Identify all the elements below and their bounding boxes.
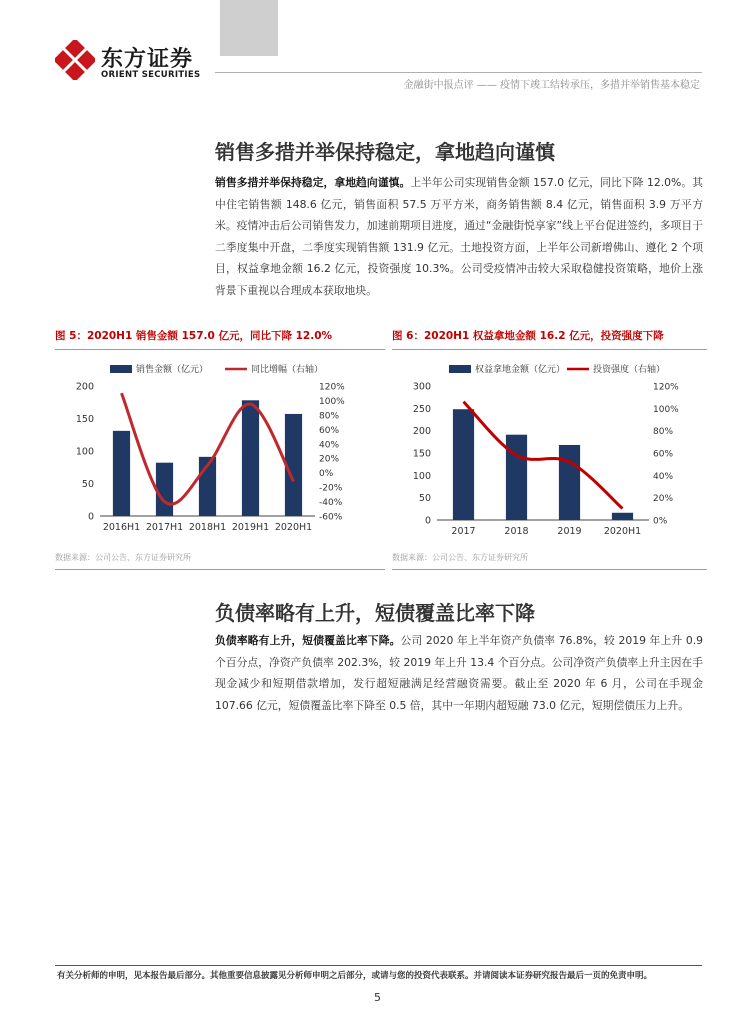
y-tick-label: 0 bbox=[424, 515, 431, 527]
y2-tick-label: -60% bbox=[319, 512, 343, 523]
bar bbox=[612, 513, 633, 520]
figure-6-source: 数据来源：公司公告、东方证券研究所 bbox=[392, 552, 707, 570]
y-tick-label: 250 bbox=[412, 403, 431, 415]
y-tick-label: 150 bbox=[412, 448, 431, 460]
x-tick-label: 2017H1 bbox=[145, 522, 184, 533]
figure-5-title: 图 5：2020H1 销售金额 157.0 亿元，同比下降 12.0% bbox=[55, 328, 385, 350]
bar bbox=[559, 445, 580, 520]
y2-tick-label: 80% bbox=[319, 411, 340, 422]
y-tick-label: 50 bbox=[418, 493, 431, 505]
figure-6 bbox=[392, 328, 707, 562]
x-tick-label: 2020H1 bbox=[274, 522, 313, 533]
y2-tick-label: 120% bbox=[319, 382, 345, 393]
report-title: 金融街中报点评 —— 疫情下竣工结转承压，多措并举销售基本稳定 bbox=[403, 80, 700, 91]
x-tick-label: 2019 bbox=[557, 526, 582, 537]
legend-line-label: 投资强度（右轴） bbox=[593, 365, 666, 375]
company-logo bbox=[55, 40, 215, 84]
logo-english-name: ORIENT SECURITIES bbox=[101, 70, 201, 80]
paragraph-body-sales: 上半年公司实现销售金额 157.0 亿元，同比下降 12.0%。其中住宅销售额 148.6 亿元，销售面积 57.5 万平方米，商务销售额 8.4 亿元，销售面积 3.9 万平方米。疫情冲击后公司销售发力，加速前期项目进度，通过“金融街悦享家”线上平台促进签约，多项目于二季度集中开盘，二季度实现销售额 131.9 亿元。土地投资方面，上半年公司新增佛山、遵化 2 个项目，权益拿地金额 16.2 亿元，投资强度 10.3%。公司受疫情冲击较大采取稳健投资策略，地价上涨背景下重视以合理成本获取地块。 bbox=[215, 176, 703, 297]
bar bbox=[156, 463, 173, 516]
y-tick-label: 50 bbox=[81, 479, 94, 490]
sales-chart bbox=[55, 356, 385, 551]
x-tick-label: 2018 bbox=[504, 526, 529, 537]
x-tick-label: 2018H1 bbox=[188, 522, 227, 533]
orient-logo-icon bbox=[55, 40, 95, 80]
y-tick-label: 150 bbox=[75, 414, 94, 425]
y2-tick-label: 100% bbox=[653, 404, 679, 415]
bar bbox=[113, 431, 130, 516]
y-tick-label: 100 bbox=[75, 446, 94, 458]
x-tick-label: 2016H1 bbox=[102, 522, 141, 533]
y-tick-label: 100 bbox=[412, 470, 431, 482]
y2-tick-label: 40% bbox=[319, 440, 340, 451]
x-tick-label: 2020H1 bbox=[603, 526, 642, 537]
paragraph-lead-sales: 销售多措并举保持稳定，拿地趋向谨慎。 bbox=[215, 176, 411, 189]
bar bbox=[506, 435, 527, 520]
x-tick-label: 2019H1 bbox=[231, 522, 270, 533]
figure-5 bbox=[55, 328, 385, 562]
page-number: 5 bbox=[374, 991, 381, 1004]
y2-tick-label: 120% bbox=[653, 382, 679, 393]
y2-tick-label: 60% bbox=[653, 449, 674, 460]
legend-line-label: 同比增幅（右轴） bbox=[251, 365, 324, 375]
paragraph-lead-debt: 负债率略有上升，短债覆盖比率下降。 bbox=[215, 634, 401, 647]
legend-bar-swatch bbox=[449, 365, 471, 373]
y-tick-label: 300 bbox=[412, 381, 431, 393]
footer-divider bbox=[55, 965, 702, 966]
legend-bar-swatch bbox=[110, 365, 132, 373]
y-tick-label: 0 bbox=[87, 511, 94, 523]
y2-tick-label: -20% bbox=[319, 483, 343, 494]
y2-tick-label: 60% bbox=[319, 425, 340, 436]
paragraph-body-debt: 公司 2020 年上半年资产负债率 76.8%，较 2019 年上升 0.9 个百分点，净资产负债率 202.3%，较 2019 年上升 13.4 个百分点。公司净资产负债率上升主因在手现金减少和短期借款增加，发行超短融满足经营融资需要。截止至 2020 年 6 月，公司在手现金 107.66 亿元，短债覆盖比率下降至 0.5 倍，其中一年期内超短融 73.0 亿元，短期偿债压力上升。 bbox=[215, 634, 704, 712]
section-paragraph-debt bbox=[215, 630, 703, 716]
y2-tick-label: 0% bbox=[319, 469, 334, 480]
y2-tick-label: 0% bbox=[653, 516, 668, 527]
section-paragraph-sales bbox=[215, 172, 703, 301]
section-title-debt: 负债率略有上升，短债覆盖比率下降 bbox=[215, 601, 535, 625]
y2-tick-label: 20% bbox=[319, 454, 340, 465]
section-title-sales: 销售多措并举保持稳定，拿地趋向谨慎 bbox=[215, 140, 555, 164]
legend-bar-label: 销售金额（亿元） bbox=[136, 365, 209, 375]
y2-tick-label: 20% bbox=[653, 494, 674, 505]
figure-5-source: 数据来源：公司公告、东方证券研究所 bbox=[55, 552, 385, 570]
y2-tick-label: 80% bbox=[653, 427, 674, 438]
series-line bbox=[464, 402, 623, 509]
figure-6-title: 图 6：2020H1 权益拿地金额 16.2 亿元，投资强度下降 bbox=[392, 328, 707, 350]
y-tick-label: 200 bbox=[412, 426, 431, 438]
logo-chinese-name: 东方证券 bbox=[101, 47, 194, 72]
bar bbox=[453, 409, 474, 520]
y2-tick-label: -40% bbox=[319, 498, 343, 509]
x-tick-label: 2017 bbox=[451, 526, 476, 537]
y2-tick-label: 100% bbox=[319, 396, 345, 407]
legend-bar-label: 权益拿地金额（亿元） bbox=[475, 365, 566, 375]
y-tick-label: 200 bbox=[75, 381, 94, 393]
header-divider bbox=[215, 72, 702, 73]
y2-tick-label: 40% bbox=[653, 471, 674, 482]
footer-disclaimer: 有关分析师的申明，见本报告最后部分。其他重要信息披露见分析师申明之后部分，或请与您的投资代表联系。并请阅读本证券研究报告最后一页的免责申明。 bbox=[57, 971, 653, 981]
bar bbox=[242, 400, 259, 516]
header-gray-tab bbox=[220, 0, 278, 56]
land-acquisition-chart bbox=[392, 356, 707, 551]
